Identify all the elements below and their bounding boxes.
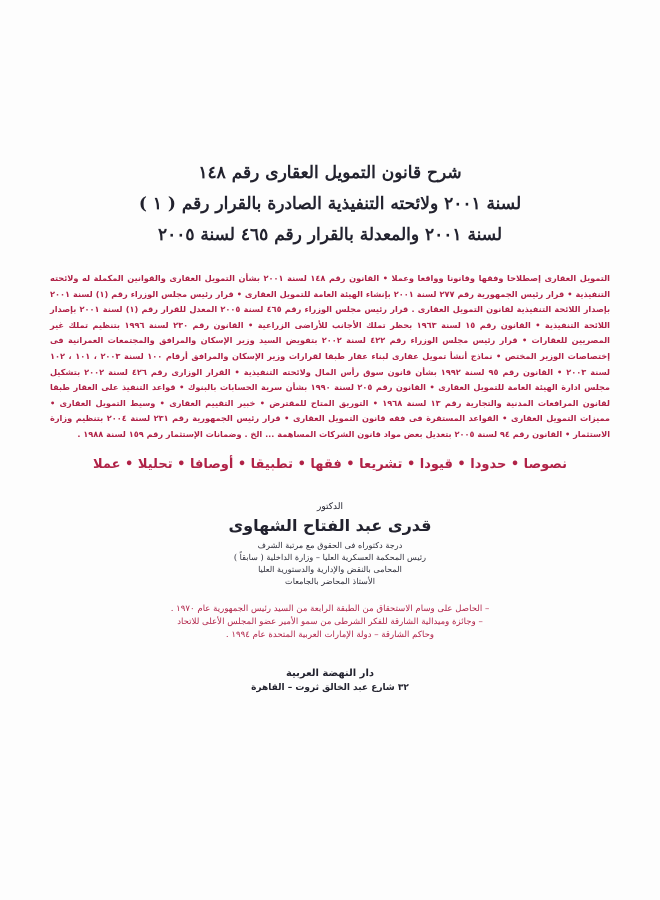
award-line-3: وحاكم الشارقة – دولة الإمارات العربية المتحدة عام ١٩٩٤ . <box>225 629 435 640</box>
contents-summary: التمويل العقارى إصطلاحا وفقها وقانونا وواقعا وعملا • القانون رقم ١٤٨ لسنة ٢٠٠١ بشأن التمويل العقارى والقوانين المكملة له ولائحته التنفيذية • قرار رئيس الجمهورية رقم ٢٧٧ لسنة ٢٠٠١ بإنشاء الهيئة العامة للتمويل العقارى • قرار رئيس مجلس الوزراء رقم (١) لسنة ٢٠٠١ بإصدار اللائحة التنفيذية لقانون التمويل العقارى . قرار رئيس مجلس الوزراء رقم ٤٦٥ لسنة ٢٠٠٥ المعدل للقرار رقم (١) لسنة ٢٠٠١ بإصدار اللائحة التنفيذية • القانون رقم ١٥ لسنة ١٩٦٣ بحظر تملك الأجانب للأراضى الزراعية • القانون رقم ٢٣٠ لسنة ١٩٩٦ بتنظيم تملك غير المصريين للعقارات • قرار رئيس مجلس الوزراء رقم ٤٢٢ لسنة ٢٠٠٢ بتفويض السيد وزير الإسكان والمرافق والمجتمعات العمرانية فى إختصاصات الوزير المختص • نماذج أنشأ تمويل عقارى لبناء عقار طبقا لقرارات وزير الإسكان والمرافق أرقام ١٠٠ لسنة ٢٠٠٣ ، ١٠١ ، ١٠٢ لسنة ٢٠٠٣ • القانون رقم ٩٥ لسنة ١٩٩٢ بشأن قانون سوق رأس المال ولائحته التنفيذية • القرار الوزارى رقم ٤٢٦ لسنة ٢٠٠٢ بتشكيل مجلس ادارة الهيئة العامة للتمويل العقارى • القانون رقم ٢٠٥ لسنة ١٩٩٠ بشأن سرية الحسابات بالبنوك • قواعد التنفيذ على العقار طبقا لقانون المرافعات المدنية والتجارية رقم ١٣ لسنة ١٩٦٨ • التوريق المتاح للمقترض • خبير التقييم العقارى • وسيط التمويل العقارى • مميزات التمويل العقارى • القواعد المستقرة فى فقه قانون التمويل العقارى • قرار رئيس الجمهورية رقم ٢٣١ لسنة ٢٠٠٤ بتنظيم وزارة الاستثمار • القانون رقم ٩٤ لسنة ٢٠٠٥ بتعديل بعض مواد قانون الشركات المساهمة ... الخ . وضمانات الإستثمار رقم ١٥٩ لسنة ١٩٨٨ . <box>50 273 611 439</box>
title-line-2: لسنة ٢٠٠١ ولائحته التنفيذية الصادرة بالقرار رقم ( ١ ) <box>138 194 522 214</box>
publisher-address: ٣٢ شارع عبد الخالق ثروت – القاهرة <box>251 682 409 693</box>
title-page <box>40 120 620 820</box>
credential-line-3: المحامى بالنقض والإدارية والدستورية العليا <box>258 563 402 574</box>
publisher-name: دار النهضة العربية <box>285 667 374 679</box>
award-line-2: – وجائزة وميدالية الشارقة للفكر الشرطى من سمو الأمير عضو المجلس الأعلى للاتحاد <box>177 616 483 627</box>
credential-line-2: رئيس المحكمة العسكرية العليا – وزارة الداخلية ( سابقاً ) <box>233 551 427 562</box>
author-title-label: الدكتور <box>317 501 343 512</box>
author-name: قدرى عبد الفتاح الشهاوى <box>228 515 432 535</box>
title-line-1: شرح قانون التمويل العقارى رقم ١٤٨ <box>198 163 462 183</box>
title-line-3: لسنة ٢٠٠١ والمعدلة بالقرار رقم ٤٦٥ لسنة ٢٠٠٥ <box>157 225 503 245</box>
credential-line-4: الأستاذ المحاضر بالجامعات <box>285 575 375 586</box>
author-awards <box>40 603 620 642</box>
book-title <box>40 158 620 251</box>
credential-line-1: درجة دكتوراه فى الحقوق مع مرتبة الشرف <box>257 539 403 550</box>
award-line-1: – الحاصل على وسام الاستحقاق من الطبقة الرابعة من السيد رئيس الجمهورية عام ١٩٧٠ . <box>170 603 490 614</box>
author-credentials <box>40 539 620 587</box>
tagline: نصوصا • حدودا • قيودا • تشريعا • فقها • تطبيقا • أوصافا • تحليلا • عملا <box>93 456 567 472</box>
